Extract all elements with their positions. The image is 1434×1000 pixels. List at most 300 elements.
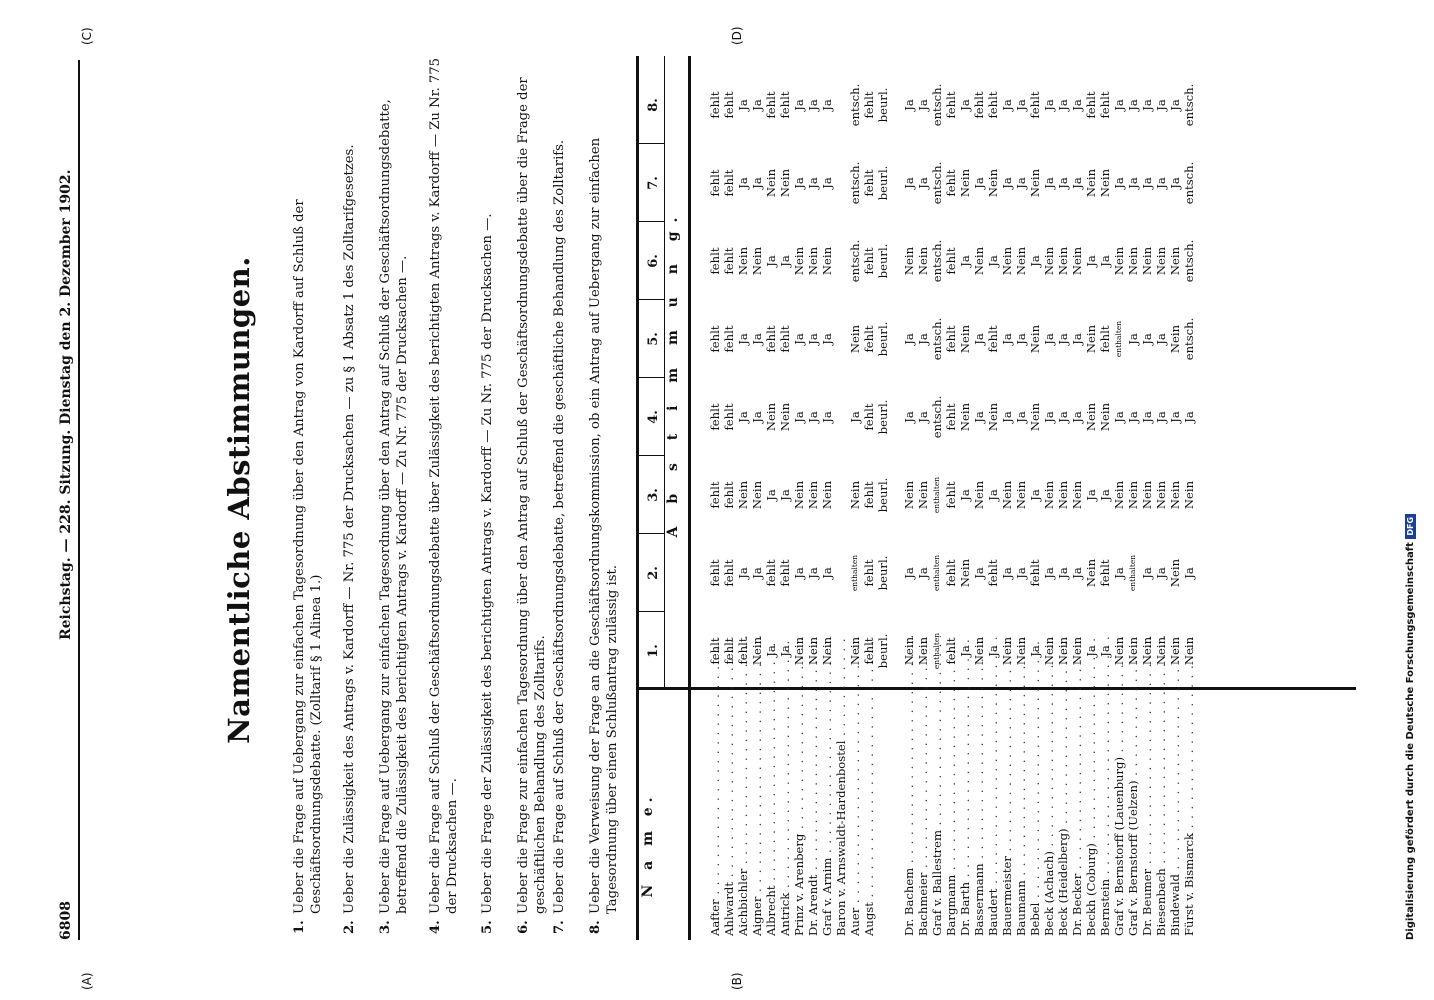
vote-cell: Nein (806, 480, 820, 510)
question-item (428, 56, 461, 934)
vote-cell: Nein (1000, 246, 1014, 276)
vote-cell: Ja (820, 177, 834, 189)
vote-cell: Nein (778, 402, 792, 432)
vote-cell: fehlt (1028, 559, 1042, 587)
vote-cell: fehlt (944, 91, 958, 119)
table-row (916, 56, 930, 940)
question-item (552, 56, 569, 934)
vote-cell: Ja (820, 333, 834, 345)
vote-cell: entsch. (930, 395, 944, 439)
table-row (986, 56, 1000, 940)
vote-cell: Nein (1112, 246, 1126, 276)
vote-cell: Ja (820, 99, 834, 111)
vote-cell: Nein (1056, 480, 1070, 510)
vote-cell: Nein (1028, 168, 1042, 198)
vote-cell: enthalten (932, 554, 941, 592)
vote-cell: Ja (1056, 411, 1070, 423)
vote-cell: Nein (792, 636, 806, 666)
question-text: Ueber die Frage auf Uebergang zur einfachen Tagesordnung über den Antrag von Kardorff auf Schluß der Geschäftsordnungsdebatte. (Zolltarif § 1 Alinea 1.) (292, 199, 324, 914)
vote-cell: Ja (1126, 99, 1140, 111)
vote-cell: fehlt (722, 481, 736, 509)
vote-cell: Ja (916, 411, 930, 423)
vote-cell: Nein (1084, 324, 1098, 354)
vote-cell: Nein (1154, 246, 1168, 276)
vote-cell: Nein (1084, 558, 1098, 588)
vote-cell: Nein (1070, 636, 1084, 666)
question-number: 6. (516, 920, 531, 934)
question-number: 7. (552, 920, 567, 934)
vote-cell: Ja (1084, 489, 1098, 501)
vote-cell: Ja (1154, 177, 1168, 189)
vote-cell: Nein (1098, 402, 1112, 432)
vote-cell: Nein (820, 636, 834, 666)
vote-cell: fehlt (764, 559, 778, 587)
member-name: Albrecht . . . (764, 636, 778, 936)
vote-cell: Ja (1154, 411, 1168, 423)
vote-cell: Ja (1098, 645, 1112, 657)
vote-cell: fehlt (778, 559, 792, 587)
vote-cell: entsch. (848, 83, 862, 127)
vote-cell: Nein (902, 636, 916, 666)
vote-cell: fehlt (764, 325, 778, 353)
vote-cell: Ja (1028, 489, 1042, 501)
vote-cell: fehlt (722, 325, 736, 353)
vote-cell: fehlt (862, 91, 876, 119)
vote-cell: Nein (1042, 636, 1056, 666)
vote-cell: Ja (750, 99, 764, 111)
vote-cell: Nein (1042, 246, 1056, 276)
vote-cell: Ja (1112, 177, 1126, 189)
vote-cell: beurl. (876, 321, 890, 357)
vote-cell: fehlt (944, 559, 958, 587)
vote-group-header: A b s t i m m u n g. (665, 208, 681, 538)
member-name: Augst . . . (862, 636, 876, 936)
vote-cell: Ja (1112, 411, 1126, 423)
table-row (1070, 56, 1084, 940)
table-row (792, 56, 806, 940)
vote-cell: Ja (1014, 411, 1028, 423)
vote-cell: Ja (958, 645, 972, 657)
vote-cell: fehlt (708, 559, 722, 587)
vote-cell: Ja (1000, 567, 1014, 579)
vote-cell: Nein (1056, 246, 1070, 276)
vote-cell: Nein (1084, 168, 1098, 198)
vote-cell: Ja (1098, 489, 1112, 501)
vote-cell: Ja (916, 99, 930, 111)
vote-cell: Ja (820, 411, 834, 423)
vote-cell: Nein (986, 402, 1000, 432)
vote-cell: Ja (1140, 567, 1154, 579)
vote-cell: fehlt (944, 325, 958, 353)
member-name: Aichbichler . . . (736, 636, 750, 936)
table-row (1014, 56, 1028, 940)
vote-cell: Ja (792, 333, 806, 345)
vote-cell: beurl. (876, 243, 890, 279)
vote-cell: Nein (902, 480, 916, 510)
column-divider (636, 611, 664, 612)
vote-cell: fehlt (1098, 325, 1112, 353)
member-name: Bebel . . . (1028, 636, 1042, 936)
column-number: 3. (646, 488, 661, 502)
vote-cell: Ja (916, 567, 930, 579)
vote-cell: Ja (916, 333, 930, 345)
vote-cell: fehlt (722, 559, 736, 587)
vote-cell: fehlt (972, 91, 986, 119)
vote-cell: fehlt (764, 91, 778, 119)
vote-cell: Nein (972, 480, 986, 510)
table-row (834, 56, 848, 940)
vote-cell: beurl. (876, 165, 890, 201)
vote-cell: Ja (792, 567, 806, 579)
vote-cell: Ja (972, 177, 986, 189)
vote-cell: fehlt (778, 325, 792, 353)
vote-cell: entsch. (930, 83, 944, 127)
question-text: Ueber die Frage auf Schluß der Geschäftsordnungsdebatte über Zulässigkeit des berichtigten Antrags v. Kardorff — Zu Nr. 775 der Drucksachen —. (428, 57, 460, 914)
vote-cell: Nein (916, 480, 930, 510)
vote-cell: entsch. (848, 161, 862, 205)
vote-cell: Nein (1168, 246, 1182, 276)
member-name: Aigner . . . (750, 636, 764, 936)
vote-cell: Nein (1070, 480, 1084, 510)
vote-cell: Ja (1112, 567, 1126, 579)
vote-cell: Nein (1140, 636, 1154, 666)
margin-label-a: (A) (80, 972, 94, 990)
vote-cell: fehlt (708, 247, 722, 275)
table-row (1098, 56, 1112, 940)
table-row (944, 56, 958, 940)
vote-cell: entsch. (1182, 83, 1196, 127)
member-name: Bindewald . . . (1168, 636, 1182, 936)
vote-cell: Ja (902, 99, 916, 111)
vote-cell: beurl. (876, 477, 890, 513)
vote-cell: Ja (1182, 411, 1196, 423)
vote-cell: Ja (1000, 411, 1014, 423)
question-text: Ueber die Verweisung der Frage an die Geschäftsordnungskommission, ob ein Antrag auf Uebergang zur einfachen Tagesordnung über einen Schlußantrag zulässig ist. (588, 137, 620, 914)
vote-cell: Ja (778, 255, 792, 267)
member-name: Biesenbach . . . (1154, 636, 1168, 936)
vote-cell: Ja (736, 411, 750, 423)
vote-cell: Ja (1056, 177, 1070, 189)
member-name: Dr. Beumer . . . (1140, 636, 1154, 936)
vote-cell: Nein (1112, 480, 1126, 510)
vote-cell: Nein (778, 168, 792, 198)
vote-cell: Nein (848, 324, 862, 354)
vote-cell: Nein (1014, 480, 1028, 510)
vote-cell: fehlt (708, 403, 722, 431)
vote-cell: Nein (792, 246, 806, 276)
vote-cell: fehlt (1098, 91, 1112, 119)
vote-cell: Nein (736, 246, 750, 276)
vote-cell: Nein (1154, 480, 1168, 510)
vote-cell: Ja (902, 177, 916, 189)
vote-cell: enthalten (850, 554, 859, 592)
vote-cell: Ja (1056, 333, 1070, 345)
member-name: Graf v. Ballestrem . . . (930, 636, 944, 936)
member-name: Ahlwardt . . . (722, 636, 736, 936)
vote-cell: Ja (1070, 333, 1084, 345)
vote-cell: Nein (1182, 636, 1196, 666)
dfg-note (1405, 514, 1416, 940)
table-row (750, 56, 764, 940)
vote-cell: Ja (916, 177, 930, 189)
table-row (722, 56, 736, 940)
vote-cell: Ja (1140, 333, 1154, 345)
vote-cell: Nein (1168, 636, 1182, 666)
name-column-header: N a m e. (640, 792, 656, 898)
column-number: 2. (646, 566, 661, 580)
vote-cell: Nein (1014, 246, 1028, 276)
vote-cell: fehlt (708, 91, 722, 119)
table-row (820, 56, 834, 940)
vote-cell: fehlt (736, 637, 750, 665)
table-row (1028, 56, 1042, 940)
column-divider (636, 221, 664, 222)
vote-cell: Nein (820, 246, 834, 276)
vote-cell: Ja (1070, 411, 1084, 423)
vote-cell: Ja (1084, 645, 1098, 657)
vote-cell: Ja (958, 99, 972, 111)
vote-cell: enthalten (1114, 320, 1123, 358)
member-name: Bauermeister . . . (1000, 636, 1014, 936)
member-name: Prinz v. Arenberg . . . (792, 636, 806, 936)
vote-cell: fehlt (862, 481, 876, 509)
member-name: Antrick . . . (778, 636, 792, 936)
column-number-rule (664, 56, 665, 690)
vote-cell: Ja (778, 489, 792, 501)
column-number: 6. (646, 254, 661, 268)
vote-cell: Ja (1070, 99, 1084, 111)
table-row (1084, 56, 1098, 940)
vote-cell: Ja (958, 255, 972, 267)
vote-cell: Ja (764, 645, 778, 657)
column-number: 7. (646, 176, 661, 190)
vote-cell: Ja (1126, 177, 1140, 189)
vote-cell: entsch. (930, 317, 944, 361)
vote-cell: Ja (778, 645, 792, 657)
vote-cell: Nein (1126, 246, 1140, 276)
vote-cell: Ja (1056, 567, 1070, 579)
question-number: 8. (588, 920, 603, 934)
vote-cell: Nein (1098, 168, 1112, 198)
column-number: 4. (646, 410, 661, 424)
vote-cell: Nein (958, 168, 972, 198)
table-header-rule (688, 56, 691, 940)
vote-cell: Nein (764, 168, 778, 198)
vote-cell: Ja (902, 567, 916, 579)
column-number: 1. (646, 644, 661, 658)
vote-cell: Ja (1042, 333, 1056, 345)
vote-cell: Ja (1028, 255, 1042, 267)
vote-cell: Nein (972, 246, 986, 276)
page-title: Namentliche Abstimmungen. (222, 256, 256, 744)
margin-label-b: (B) (730, 972, 744, 990)
vote-cell: Nein (750, 636, 764, 666)
member-name: Baron v. Arnswaldt-Hardenbostel . . . (834, 636, 848, 936)
question-text: Ueber die Frage auf Schluß der Geschäftsordnungsdebatte, betreffend die geschäftliche Behandlung des Zolltarifs. (552, 139, 567, 914)
vote-cell: fehlt (722, 91, 736, 119)
table-row (1168, 56, 1182, 940)
table-row (736, 56, 750, 940)
vote-cell: Ja (1000, 333, 1014, 345)
margin-label-c: (C) (80, 27, 94, 45)
vote-cell: Nein (750, 246, 764, 276)
vote-cell: Nein (1028, 402, 1042, 432)
vote-cell: Ja (806, 567, 820, 579)
column-divider (636, 377, 664, 378)
question-number: 1. (292, 920, 307, 934)
member-name: Bargmann . . . (944, 636, 958, 936)
vote-cell: Ja (972, 567, 986, 579)
vote-cell: Ja (736, 177, 750, 189)
vote-cell: beurl. (876, 555, 890, 591)
vote-cell: fehlt (708, 169, 722, 197)
vote-cell: Nein (750, 480, 764, 510)
vote-cell: Ja (736, 567, 750, 579)
vote-cell: Nein (1140, 246, 1154, 276)
vote-cell: Ja (1140, 411, 1154, 423)
vote-cell: Ja (1042, 177, 1056, 189)
vote-cell: Ja (806, 411, 820, 423)
vote-cell: Ja (1000, 177, 1014, 189)
vote-cell: Nein (820, 480, 834, 510)
vote-cell: Nein (902, 246, 916, 276)
question-item (516, 56, 549, 934)
vote-cell: Nein (1182, 480, 1196, 510)
question-number: 4. (428, 920, 443, 934)
question-number: 5. (480, 920, 495, 934)
vote-cell: entsch. (1182, 317, 1196, 361)
vote-cell: fehlt (862, 403, 876, 431)
vote-cell: Nein (986, 168, 1000, 198)
vote-cell: Ja (1168, 99, 1182, 111)
member-name: Graf v. Bernstorff (Uelzen) . . . (1126, 636, 1140, 936)
vote-cell: Nein (1000, 480, 1014, 510)
column-divider (636, 143, 664, 144)
table-row (806, 56, 820, 940)
vote-cell: fehlt (722, 403, 736, 431)
vote-cell: Nein (958, 402, 972, 432)
member-name: Beckh (Coburg) . . . (1084, 636, 1098, 936)
table-row (972, 56, 986, 940)
vote-cell: fehlt (944, 169, 958, 197)
table-row (778, 56, 792, 940)
member-name: Bachmeier . . . (916, 636, 930, 936)
vote-cell: Ja (792, 411, 806, 423)
vote-cell: Ja (1084, 255, 1098, 267)
question-text: Ueber die Zulässigkeit des Antrags v. Kardorff — Nr. 775 der Drucksachen — zu § 1 Absatz 1 des Zolltarifgesetzes. (342, 144, 357, 914)
vote-cell: fehlt (862, 637, 876, 665)
vote-cell: Nein (1028, 324, 1042, 354)
table-row (1112, 56, 1126, 940)
member-name: Dr. Barth . . . (958, 636, 972, 936)
dfg-note-text: Digitalisierung gefördert durch die Deutsche Forschungsgemeinschaft (1405, 542, 1416, 940)
member-name: Dr. Arendt . . . (806, 636, 820, 936)
question-text: Ueber die Frage auf Uebergang zur einfachen Tagesordnung über den Antrag auf Schluß der Geschäftsordnungsdebatte, betreffend die Zulässigkeit des berichtigten Antrags v. Kardorff — Zu Nr. 775 der Drucksachen —. (378, 99, 410, 914)
member-name: Bernstein . . . (1098, 636, 1112, 936)
vote-cell: fehlt (944, 403, 958, 431)
vote-cell: fehlt (862, 169, 876, 197)
vote-cell: Ja (972, 333, 986, 345)
table-row (1000, 56, 1014, 940)
vote-cell: Ja (1168, 177, 1182, 189)
header-rule (78, 60, 80, 940)
table-row (1042, 56, 1056, 940)
vote-cell: Ja (1112, 99, 1126, 111)
table-row (1056, 56, 1070, 940)
vote-cell: Nein (1042, 480, 1056, 510)
vote-cell: Nein (916, 246, 930, 276)
vote-cell: Ja (1056, 99, 1070, 111)
vote-cell: Nein (1168, 480, 1182, 510)
table-top-rule (636, 56, 639, 940)
member-name: Dr. Bachem . . . (902, 636, 916, 936)
table-row (1126, 56, 1140, 940)
vote-cell: Nein (806, 636, 820, 666)
vote-cell: fehlt (944, 637, 958, 665)
vote-cell: Ja (1126, 411, 1140, 423)
vote-cell: entsch. (930, 161, 944, 205)
vote-cell: entsch. (930, 239, 944, 283)
vote-cell: Ja (1126, 333, 1140, 345)
vote-cell: Ja (1014, 177, 1028, 189)
vote-cell: fehlt (862, 247, 876, 275)
question-item (378, 56, 411, 934)
vote-cell: Ja (958, 489, 972, 501)
vote-cell: fehlt (1098, 559, 1112, 587)
question-item (292, 56, 325, 934)
vote-cell: Ja (1014, 99, 1028, 111)
vote-cell: Ja (792, 177, 806, 189)
vote-cell: Ja (750, 567, 764, 579)
member-name: Fürst v. Bismarck . . . (1182, 636, 1196, 936)
vote-cell: Ja (806, 177, 820, 189)
vote-cell: enthalten (932, 632, 941, 670)
vote-cell: Ja (750, 411, 764, 423)
vote-cell: Nein (1126, 636, 1140, 666)
vote-cell: Ja (1014, 567, 1028, 579)
table-row (1182, 56, 1196, 940)
vote-cell: Nein (1168, 558, 1182, 588)
vote-cell: enthalten (1128, 554, 1137, 592)
vote-cell: Ja (1140, 177, 1154, 189)
vote-cell: Ja (902, 411, 916, 423)
vote-cell: Nein (972, 636, 986, 666)
vote-cell: Nein (764, 402, 778, 432)
vote-cell: Ja (986, 645, 1000, 657)
column-divider (636, 455, 664, 456)
vote-cell: Ja (848, 411, 862, 423)
table-row (876, 56, 890, 940)
member-name: Graf v. Bernstorff (Lauenburg) . . . (1112, 636, 1126, 936)
vote-cell: Ja (1070, 177, 1084, 189)
vote-cell: Ja (1042, 567, 1056, 579)
vote-cell: Ja (750, 177, 764, 189)
vote-cell: entsch. (1182, 161, 1196, 205)
vote-cell: fehlt (1084, 91, 1098, 119)
vote-cell: fehlt (986, 325, 1000, 353)
vote-cell: Ja (1014, 333, 1028, 345)
vote-cell: Ja (1154, 333, 1168, 345)
question-text: Ueber die Frage der Zulässigkeit des berichtigten Antrags v. Kardorff — Zu Nr. 775 der Drucksachen —. (480, 213, 495, 914)
table-row (958, 56, 972, 940)
vote-cell: Ja (902, 333, 916, 345)
vote-cell: entsch. (848, 239, 862, 283)
vote-cell: Ja (806, 333, 820, 345)
member-name: Baumann . . . (1014, 636, 1028, 936)
vote-cell: Ja (1182, 567, 1196, 579)
table-row (764, 56, 778, 940)
page-header (58, 60, 78, 940)
